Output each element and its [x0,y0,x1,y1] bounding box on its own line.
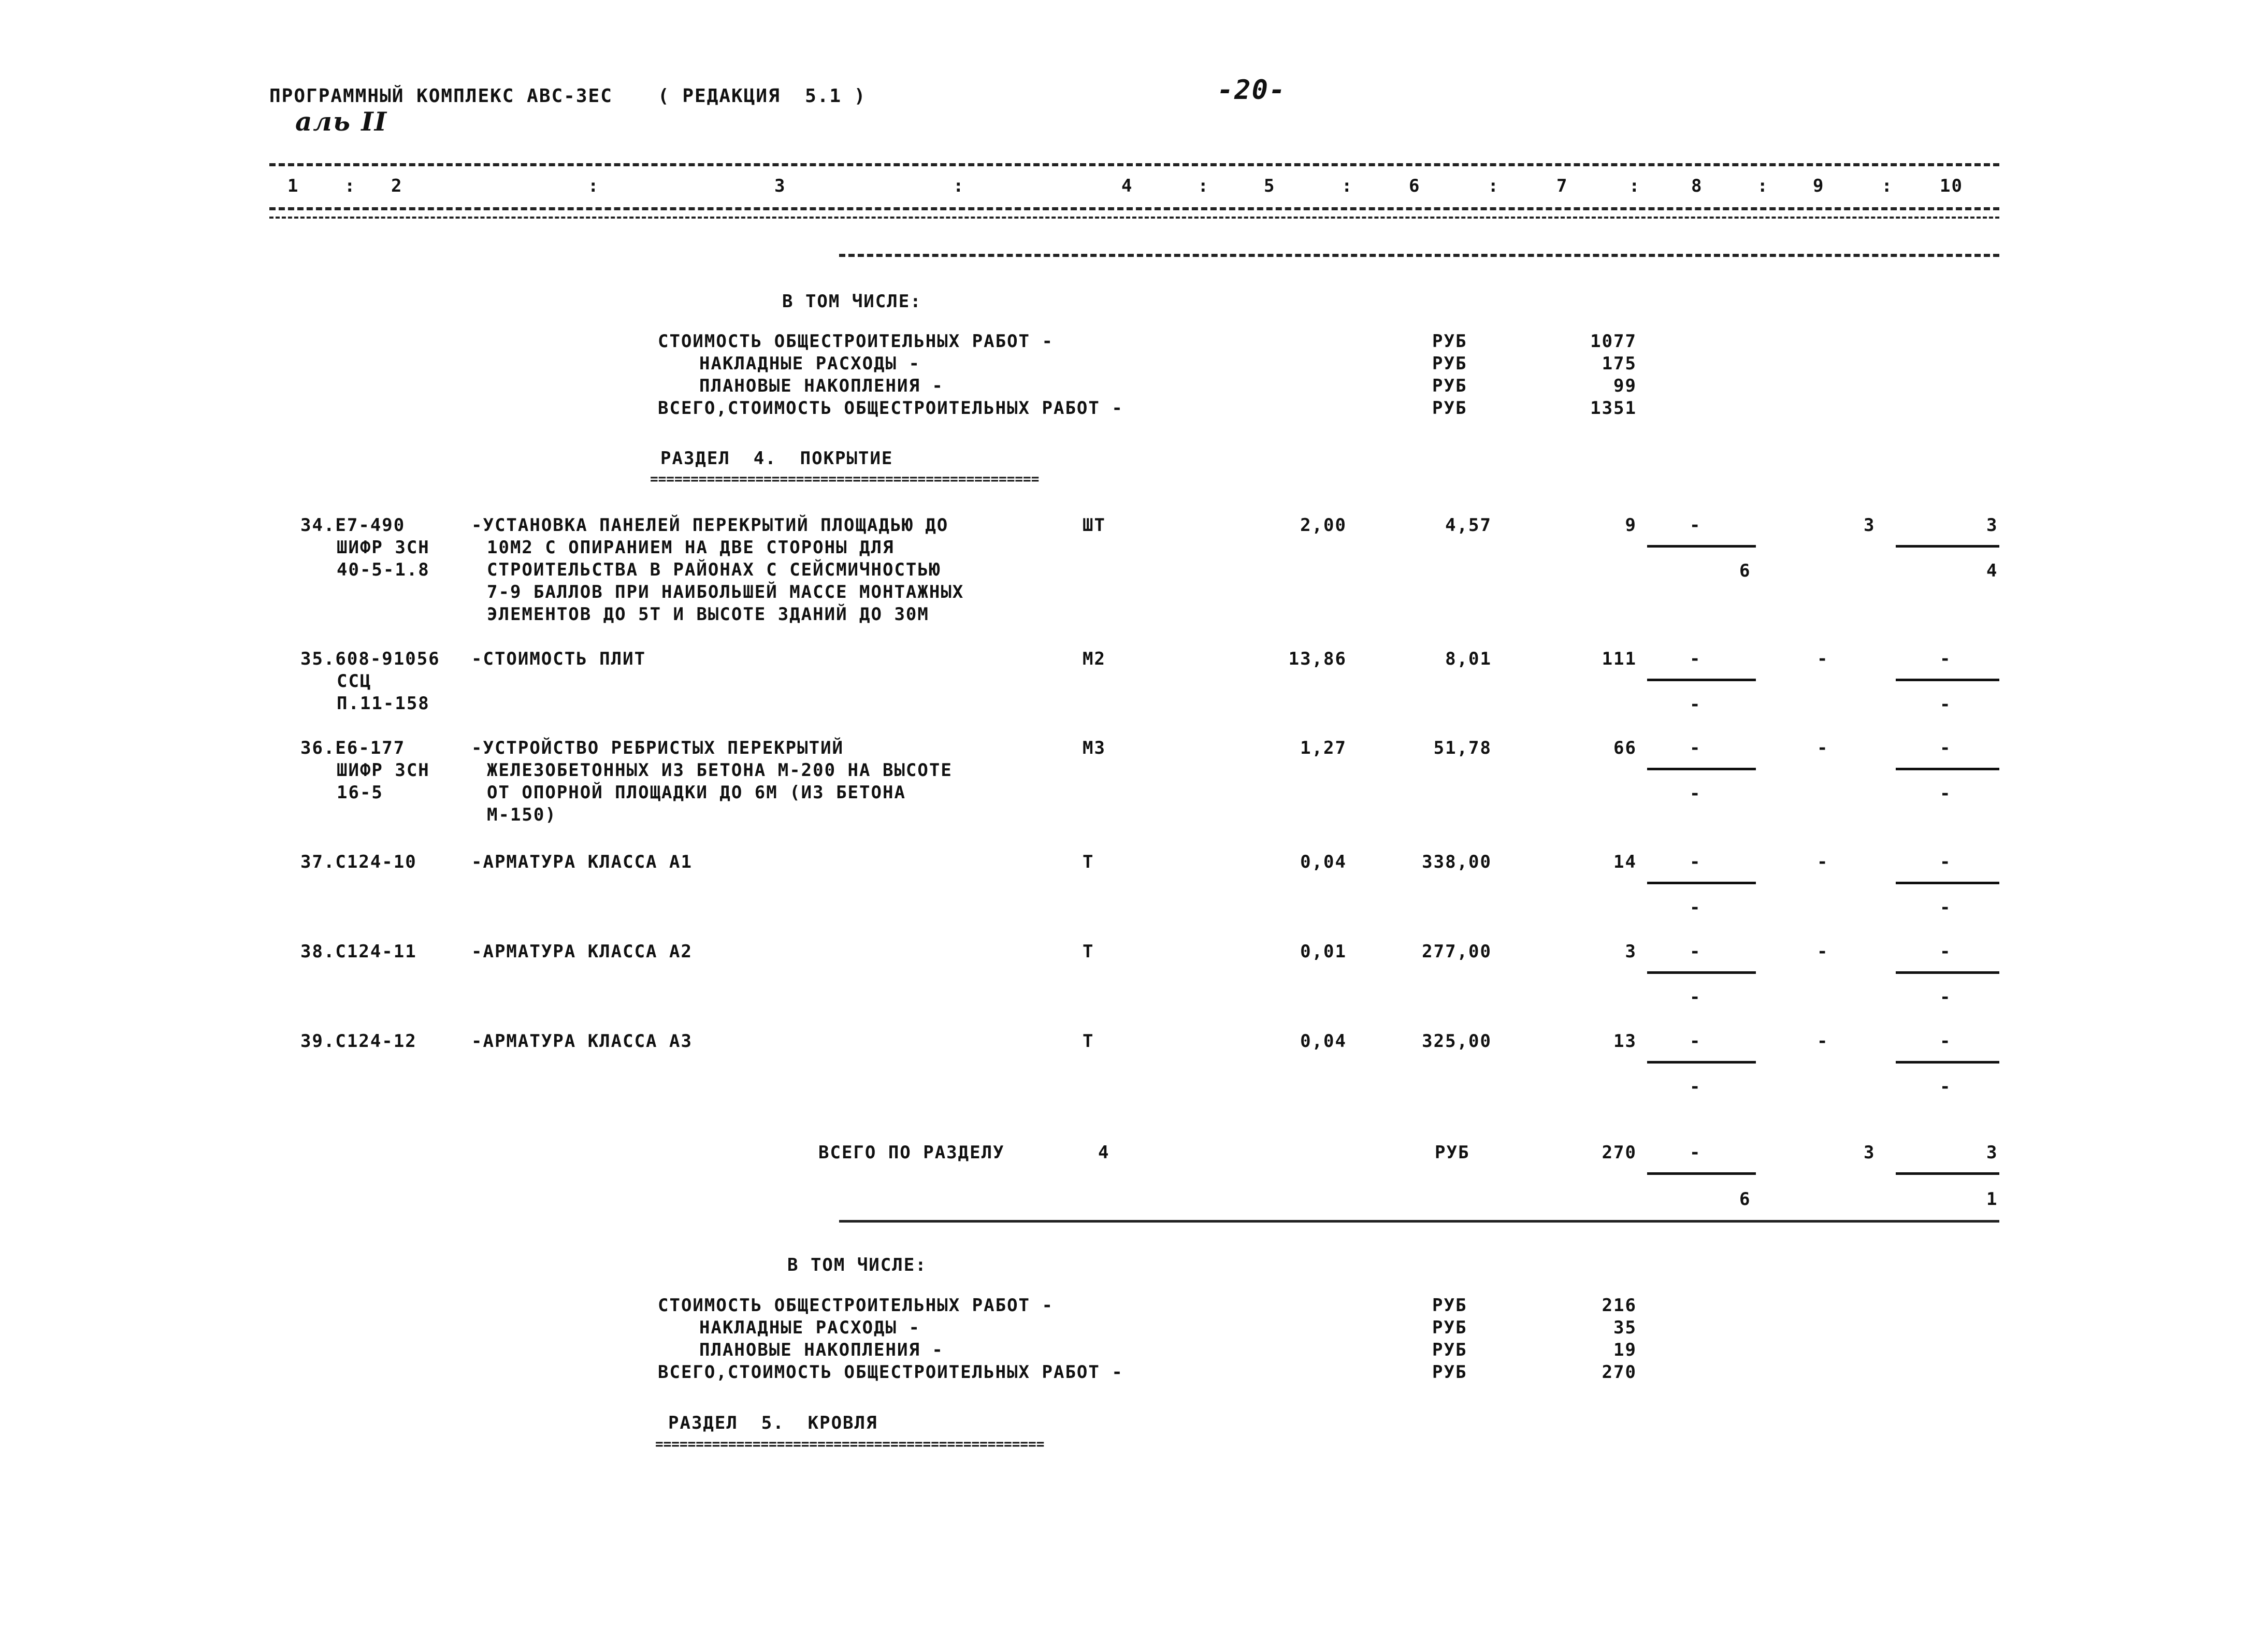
summary-row-unit: РУБ [1432,1340,1467,1360]
row-c10-top: 3 [1986,515,1998,536]
section-total-c8-divider [1647,1172,1756,1175]
row-code: 36.Е6-177 [300,738,406,758]
header-bottom-rule [269,207,1999,210]
column-number: 4 [1121,176,1133,196]
section-total-unit: РУБ [1435,1142,1470,1163]
row-total: 9 [1625,515,1637,536]
row-c8-top: - [1690,515,1701,536]
summary-row-unit: РУБ [1432,376,1467,396]
row-code: ШИФР ЗСН [337,760,430,781]
summary-row-value: 35 [1613,1317,1637,1338]
row-quantity: 13,86 [1288,649,1347,669]
section-total-c10-bottom: 1 [1986,1189,1998,1210]
row-c9: - [1817,649,1829,669]
column-separator: : [1629,176,1641,196]
section-total-c8-top: - [1690,1142,1701,1163]
row-unit: М3 [1083,738,1106,758]
summary-row-label: НАКЛАДНЫЕ РАСХОДЫ - [699,1317,920,1338]
row-code: 38.С124-11 [300,941,417,962]
row-c8-divider [1647,882,1756,884]
row-c10-bottom: - [1940,1076,1952,1097]
row-description: -СТОИМОСТЬ ПЛИТ [471,649,646,669]
summary-row-unit: РУБ [1432,331,1467,352]
column-separator: : [344,176,356,196]
column-separator: : [953,176,965,196]
row-code: 39.С124-12 [300,1031,417,1052]
row-description: СТРОИТЕЛЬСТВА В РАЙОНАХ С СЕЙСМИЧНОСТЬЮ [487,559,941,580]
summary-row-label: СТОИМОСТЬ ОБЩЕСТРОИТЕЛЬНЫХ РАБОТ - [658,331,1054,352]
row-c8-bottom: 6 [1739,561,1751,581]
row-price: 8,01 [1445,649,1492,669]
row-c8-bottom: - [1690,897,1701,918]
row-description: ЭЛЕМЕНТОВ ДО 5Т И ВЫСОТЕ ЗДАНИЙ ДО 30М [487,604,929,625]
column-number: 5 [1264,176,1276,196]
row-unit: М2 [1083,649,1106,669]
column-separator: : [1881,176,1893,196]
handwritten-mark: аль II [295,106,388,137]
row-c8-top: - [1690,1031,1701,1052]
row-total: 111 [1602,649,1637,669]
row-c10-top: - [1940,649,1952,669]
row-code: П.11-158 [337,693,430,714]
row-total: 14 [1613,852,1637,872]
row-total: 3 [1625,941,1637,962]
section-5-title: РАЗДЕЛ 5. КРОВЛЯ [668,1413,878,1433]
row-description: 10М2 С ОПИРАНИЕМ НА ДВЕ СТОРОНЫ ДЛЯ [487,537,895,558]
summary-row-unit: РУБ [1432,353,1467,374]
row-quantity: 0,04 [1300,1031,1347,1052]
row-c10-bottom: - [1940,987,1952,1008]
row-c8-bottom: - [1690,694,1701,715]
summary-row-label: ВСЕГО,СТОИМОСТЬ ОБЩЕСТРОИТЕЛЬНЫХ РАБОТ - [658,1362,1123,1383]
header-bottom-rule-2 [269,217,1999,219]
subtotal-rule-top [839,254,1999,257]
row-c10-bottom: 4 [1986,561,1998,581]
row-description: ЖЕЛЕЗОБЕТОННЫХ ИЗ БЕТОНА М-200 НА ВЫСОТЕ [487,760,953,781]
row-unit: ШТ [1083,515,1106,536]
row-c10-bottom: - [1940,694,1952,715]
row-unit: Т [1083,852,1094,872]
row-c10-bottom: - [1940,897,1952,918]
row-quantity: 1,27 [1300,738,1347,758]
row-total: 66 [1613,738,1637,758]
row-quantity: 0,04 [1300,852,1347,872]
row-c8-bottom: - [1690,987,1701,1008]
row-price: 325,00 [1422,1031,1492,1052]
row-c10-divider [1896,1061,1999,1064]
column-number: 9 [1813,176,1825,196]
row-c9: - [1817,852,1829,872]
row-quantity: 2,00 [1300,515,1347,536]
summary-row-value: 1351 [1590,398,1637,419]
row-c8-divider [1647,545,1756,548]
summary-row-label: ПЛАНОВЫЕ НАКОПЛЕНИЯ - [699,1340,944,1360]
column-separator: : [1342,176,1353,196]
row-c10-divider [1896,882,1999,884]
row-c10-divider [1896,971,1999,974]
section-total-number: 4 [1098,1142,1110,1163]
row-code: 37.С124-10 [300,852,417,872]
summary-top-heading: В ТОМ ЧИСЛЕ: [782,291,922,312]
row-c8-bottom: - [1690,783,1701,804]
column-number: 7 [1556,176,1568,196]
row-c10-top: - [1940,941,1952,962]
column-separator: : [588,176,600,196]
column-separator: : [1198,176,1209,196]
column-separator: : [1757,176,1769,196]
summary-row-value: 270 [1602,1362,1637,1383]
section-total-rule [839,1220,1999,1223]
row-c8-top: - [1690,649,1701,669]
program-title: ПРОГРАММНЫЙ КОМПЛЕКС АВС-3ЕС [269,85,613,107]
row-c10-top: - [1940,1031,1952,1052]
row-c10-bottom: - [1940,783,1952,804]
summary-row-value: 216 [1602,1295,1637,1316]
row-c8-divider [1647,971,1756,974]
row-c10-top: - [1940,852,1952,872]
row-description: -АРМАТУРА КЛАССА А1 [471,852,693,872]
row-code: 34.Е7-490 [300,515,406,536]
section-total-c8-bottom: 6 [1739,1189,1751,1210]
row-quantity: 0,01 [1300,941,1347,962]
row-c8-bottom: - [1690,1076,1701,1097]
row-c8-divider [1647,768,1756,770]
section-total-label: ВСЕГО ПО РАЗДЕЛУ [818,1142,1005,1163]
row-c8-divider [1647,679,1756,681]
summary-row-label: СТОИМОСТЬ ОБЩЕСТРОИТЕЛЬНЫХ РАБОТ - [658,1295,1054,1316]
row-c8-top: - [1690,852,1701,872]
header-top-rule [269,163,1999,166]
row-c10-divider [1896,679,1999,681]
summary-row-value: 175 [1602,353,1637,374]
row-c8-top: - [1690,941,1701,962]
row-c10-top: - [1940,738,1952,758]
page-number: -20- [1217,75,1287,106]
row-price: 338,00 [1422,852,1492,872]
summary-row-value: 1077 [1590,331,1637,352]
row-unit: Т [1083,1031,1094,1052]
row-description: -АРМАТУРА КЛАССА А3 [471,1031,693,1052]
row-price: 277,00 [1422,941,1492,962]
section-total-c10-top: 3 [1986,1142,1998,1163]
column-number: 8 [1691,176,1703,196]
row-code: 35.608-91056 [300,649,440,669]
row-code: ШИФР ЗСН [337,537,430,558]
row-code: ССЦ [337,671,372,692]
summary-row-value: 99 [1613,376,1637,396]
section-total-value: 270 [1602,1142,1637,1163]
row-price: 51,78 [1433,738,1492,758]
column-number: 2 [391,176,403,196]
summary-row-label: ПЛАНОВЫЕ НАКОПЛЕНИЯ - [699,376,944,396]
column-number: 6 [1409,176,1421,196]
row-description: 7-9 БАЛЛОВ ПРИ НАИБОЛЬШЕЙ МАССЕ МОНТАЖНЫХ [487,582,964,602]
row-code: 16-5 [337,782,383,803]
column-number: 10 [1940,176,1963,196]
row-price: 4,57 [1445,515,1492,536]
section-4-underline: ================================================ [650,472,1040,486]
row-c8-top: - [1690,738,1701,758]
row-code: 40-5-1.8 [337,559,430,580]
summary-bottom-heading: В ТОМ ЧИСЛЕ: [787,1255,927,1275]
row-c9: - [1817,1031,1829,1052]
row-c9: 3 [1864,515,1876,536]
row-c10-divider [1896,545,1999,548]
column-number: 1 [287,176,299,196]
section-4-title: РАЗДЕЛ 4. ПОКРЫТИЕ [660,448,893,469]
row-description: -АРМАТУРА КЛАССА А2 [471,941,693,962]
row-c8-divider [1647,1061,1756,1064]
row-description: -УСТРОЙСТВО РЕБРИСТЫХ ПЕРЕКРЫТИЙ [471,738,844,758]
summary-row-unit: РУБ [1432,1317,1467,1338]
row-description: -УСТАНОВКА ПАНЕЛЕЙ ПЕРЕКРЫТИЙ ПЛОЩАДЬЮ ДО [471,515,949,536]
summary-row-unit: РУБ [1432,1295,1467,1316]
column-separator: : [1488,176,1499,196]
summary-row-unit: РУБ [1432,398,1467,419]
section-5-underline: ================================================ [655,1438,1045,1451]
summary-row-unit: РУБ [1432,1362,1467,1383]
section-total-c10-divider [1896,1172,1999,1175]
summary-row-value: 19 [1613,1340,1637,1360]
row-c10-divider [1896,768,1999,770]
row-c9: - [1817,738,1829,758]
column-number: 3 [774,176,786,196]
row-description: М-150) [487,805,557,825]
summary-row-label: НАКЛАДНЫЕ РАСХОДЫ - [699,353,920,374]
edition-label: ( РЕДАКЦИЯ 5.1 ) [658,85,867,107]
row-total: 13 [1613,1031,1637,1052]
section-total-c9: 3 [1864,1142,1876,1163]
summary-row-label: ВСЕГО,СТОИМОСТЬ ОБЩЕСТРОИТЕЛЬНЫХ РАБОТ - [658,398,1123,419]
row-c9: - [1817,941,1829,962]
row-description: ОТ ОПОРНОЙ ПЛОЩАДКИ ДО 6М (ИЗ БЕТОНА [487,782,906,803]
row-unit: Т [1083,941,1094,962]
